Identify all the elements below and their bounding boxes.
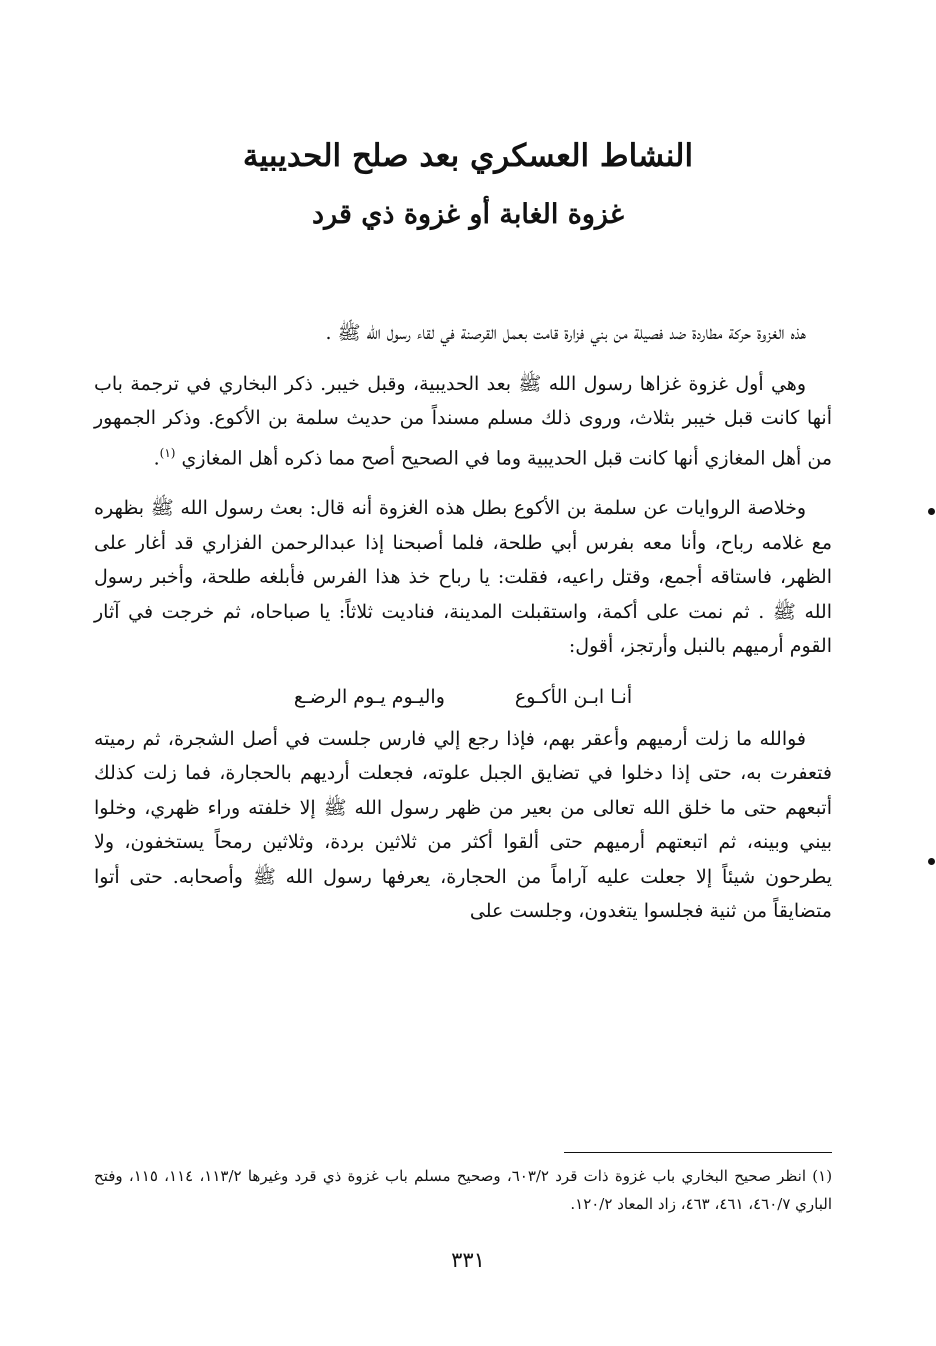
page-number: ٣٣١ (451, 1248, 485, 1272)
verse-hemistich-second: واليـوم يـوم الرضـع (293, 685, 445, 708)
paragraph-date (94, 367, 832, 476)
verse-line (94, 680, 832, 714)
page-title: النشاط العسكري بعد صلح الحديبية (242, 138, 694, 174)
footnote-reference: (١) (159, 445, 176, 460)
footnote-text: (١) انظر صحيح البخاري باب غزوة ذات قرد ٦٠٣/٢، وصحيح مسلم باب غزوة ذي قرد وغيرها ١١٣/٢، ١١٤، ١١٥، وفتح الباري ٤٦٠/٧، ٤٦١، ٤٦٣، زاد المعاد ١٢٠/٢. (94, 1167, 833, 1213)
verse-hemistich-first: أنـا ابـن الأكـوع (514, 685, 633, 708)
paragraph-date-text: وهي أول غزوة غزاها رسول الله ﷺ بعد الحديبية، وقبل خيبر. ذكر البخاري في ترجمة باب أنها كانت قبل خيبر بثلاث، وروى ذلك مسلم مسنداً من حديث سلمة بن الأكوع. وذكر الجمهور من أهل المغازي أنها كانت قبل الحديبية وما في الصحيح أصح مما ذكره أهل المغازي (94, 372, 832, 469)
scan-speck (928, 858, 935, 865)
paragraph-narrative: فوالله ما زلت أرميهم وأعقر بهم، فإذا رجع إلي فارس جلست في أصل الشجرة، ثم رميته فتعفرت به، حتى إذا دخلوا في تضايق الجبل علوته، فجعلت أرديهم بالحجارة، فما زلت كذلك أتبعهم حتى ما خلق الله تعالى من بعير من ظهر رسول الله ﷺ إلا خلفته وراء ظهري، وخلوا بيني وبينه، ثم اتبعتهم أرميهم حتى ألقوا أكثر من ثلاثين بردة، وثلاثين رمحاً يستخفون، ولا يطرحون شيئاً إلا جعلت عليه آراماً من الحجارة، يعرفها رسول الله ﷺ وأصحابه. حتى أتوا متضايقاً من ثنية فجلسوا يتغدون، وجلست على (94, 727, 833, 923)
paragraph-summary: وخلاصة الروايات عن سلمة بن الأكوع بطل هذه الغزوة أنه قال: بعث رسول الله ﷺ بظهره مع غلامه رباح، وأنا معه بفرس أبي طلحة، فلما أصبحنا إذا عبدالرحمن الفزاري قد أغار على الظهر، فاستاقه أجمع، وقتل راعيه، فقلت: يا رباح خذ هذا الفرس فأبلغه طلحة، وأخبر رسول الله ﷺ . ثم نمت على أكمة، واستقبلت المدينة، فناديت ثلاثاً: يا صباحاه، ثم خرجت في آثار القوم أرميهم بالنبل وأرتجز، أقول: (94, 497, 832, 658)
page-subtitle: غزوة الغابة أو غزوة ذي قرد (312, 199, 624, 230)
paragraph-intro: هذه الغزوة حركة مطاردة ضد فصيلة من بني فزارة قامت بعمل القرصنة في لقاء رسول الله ﷺ . (325, 322, 806, 344)
paragraph-date-end: . (153, 446, 160, 469)
scan-speck (928, 508, 935, 515)
main-text (94, 316, 832, 945)
footnote-divider (564, 1152, 832, 1153)
